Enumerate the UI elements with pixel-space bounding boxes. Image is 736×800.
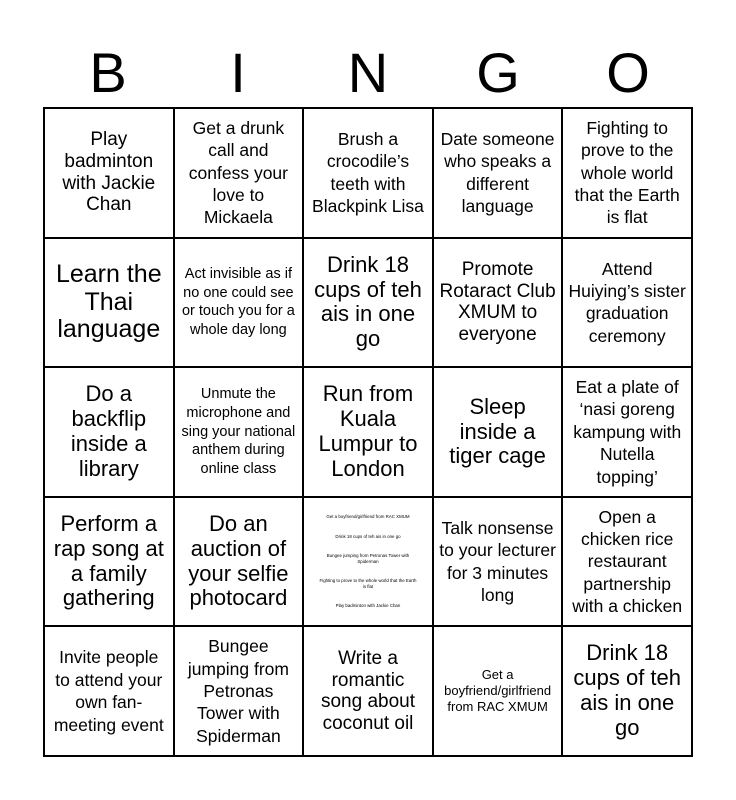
bingo-cell[interactable]: Do an auction of your selfie photocard bbox=[174, 497, 304, 627]
bingo-cell[interactable]: Talk nonsense to your lecturer for 3 minutes long bbox=[433, 497, 563, 627]
bingo-header bbox=[43, 42, 693, 104]
bingo-cell[interactable]: Do a backflip inside a library bbox=[44, 367, 174, 497]
bingo-cell[interactable]: Date someone who speaks a different language bbox=[433, 108, 563, 238]
bingo-cell[interactable]: Write a romantic song about coconut oil bbox=[303, 626, 433, 756]
header-letter-i: I bbox=[230, 41, 246, 104]
bingo-cell[interactable]: Open a chicken rice restaurant partnership with a chicken bbox=[562, 497, 692, 627]
bingo-cell[interactable]: Get a drunk call and confess your love to Mickaela bbox=[174, 108, 304, 238]
bingo-cell[interactable]: Unmute the microphone and sing your national anthem during online class bbox=[174, 367, 304, 497]
bingo-cell[interactable]: Bungee jumping from Petronas Tower with Spiderman bbox=[174, 626, 304, 756]
bingo-cell[interactable]: Invite people to attend your own fan-meeting event bbox=[44, 626, 174, 756]
bingo-cell[interactable]: Sleep inside a tiger cage bbox=[433, 367, 563, 497]
bingo-card bbox=[43, 107, 693, 757]
bingo-cell[interactable]: Eat a plate of ‘nasi goreng kampung with Nutella topping’ bbox=[562, 367, 692, 497]
header-letter-o: O bbox=[606, 41, 650, 104]
header-letter-g: G bbox=[476, 41, 520, 104]
header-letter-b: B bbox=[89, 41, 127, 104]
bingo-cell[interactable]: Act invisible as if no one could see or touch you for a whole day long bbox=[174, 238, 304, 368]
bingo-cell[interactable]: Run from Kuala Lumpur to London bbox=[303, 367, 433, 497]
free-space-line: Get a boyfriend/girlfriend from RAC XMUM bbox=[326, 514, 410, 520]
bingo-cell[interactable]: Play badminton with Jackie Chan bbox=[44, 108, 174, 238]
bingo-cell[interactable]: Fighting to prove to the whole world that the Earth is flat bbox=[562, 108, 692, 238]
bingo-cell[interactable]: Attend Huiying’s sister graduation ceremony bbox=[562, 238, 692, 368]
bingo-cell[interactable]: Drink 18 cups of teh ais in one go bbox=[303, 238, 433, 368]
bingo-cell[interactable]: Brush a crocodile’s teeth with Blackpink Lisa bbox=[303, 108, 433, 238]
free-space-line: Fighting to prove to the whole world that the Earth is flat bbox=[319, 578, 417, 589]
bingo-cell[interactable]: Learn the Thai language bbox=[44, 238, 174, 368]
free-space-cell[interactable] bbox=[303, 497, 433, 627]
free-space-line: Drink 18 cups of teh ais in one go bbox=[335, 533, 401, 539]
free-space-line: Bungee jumping from Petronas Tower with Spiderman bbox=[326, 553, 410, 564]
bingo-cell[interactable]: Drink 18 cups of teh ais in one go bbox=[562, 626, 692, 756]
bingo-cell[interactable]: Promote Rotaract Club XMUM to everyone bbox=[433, 238, 563, 368]
bingo-cell[interactable]: Perform a rap song at a family gathering bbox=[44, 497, 174, 627]
bingo-cell[interactable]: Get a boyfriend/girlfriend from RAC XMUM bbox=[433, 626, 563, 756]
header-letter-n: N bbox=[347, 41, 389, 104]
free-space-line: Play badminton with Jackie Chan bbox=[335, 603, 401, 609]
